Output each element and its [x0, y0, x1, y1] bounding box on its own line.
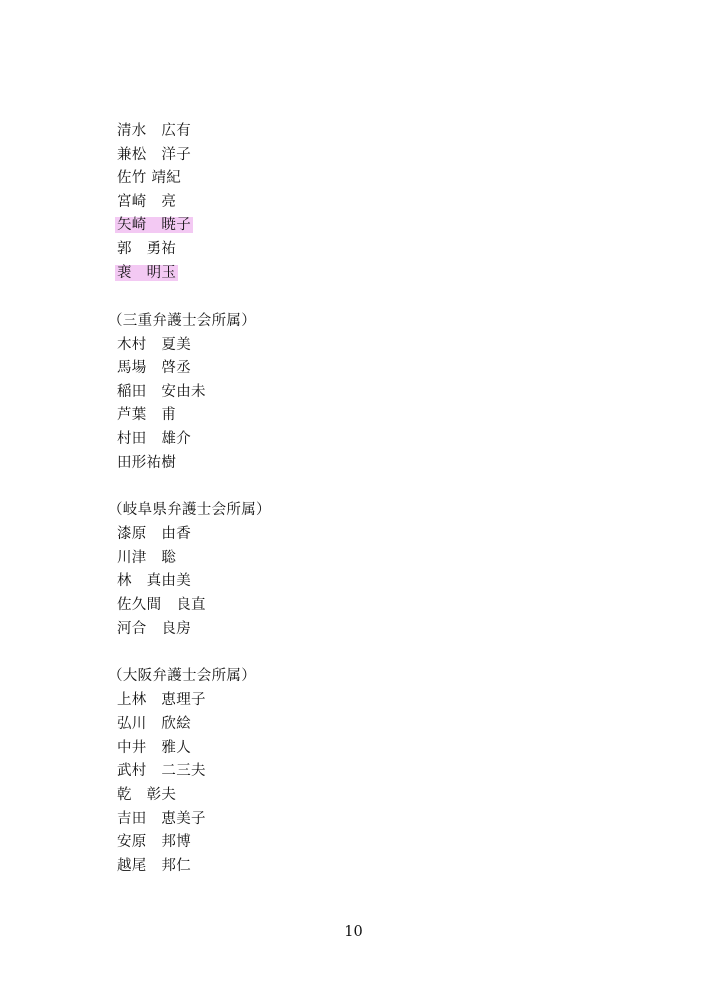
member-name: 芦葉 甫: [117, 407, 177, 423]
member-name: 兼松 洋子: [117, 147, 191, 163]
member-name: 漆原 由香: [117, 526, 191, 542]
group-heading: （大阪弁護士会所属）: [108, 668, 256, 684]
page-number: 10: [344, 924, 363, 940]
member-name: 武村 二三夫: [117, 763, 206, 779]
member-name: 村田 雄介: [117, 431, 191, 447]
member-name: 乾 彰夫: [117, 787, 177, 803]
text-highlight: 矢崎 暁子: [117, 217, 191, 233]
member-name: 林 真由美: [117, 573, 191, 589]
member-name-highlighted: [117, 214, 193, 236]
member-name: 木村 夏美: [117, 337, 191, 353]
group-heading: （三重弁護士会所属）: [108, 313, 256, 329]
member-name: 上林 恵理子: [117, 692, 206, 708]
text-highlight: 裵 明玉: [117, 265, 177, 281]
member-name: 馬場 啓丞: [117, 360, 191, 376]
member-name: 安原 邦博: [117, 834, 191, 850]
member-name: 吉田 恵美子: [117, 811, 206, 827]
member-name: 中井 雅人: [117, 740, 191, 756]
member-name: 稲田 安由未: [117, 384, 206, 400]
member-name: 佐久間 良直: [117, 597, 206, 613]
group-heading: （岐阜県弁護士会所属）: [108, 502, 271, 518]
member-name-highlighted: [117, 262, 178, 284]
member-name: 清水 広有: [117, 123, 191, 139]
member-name: 弘川 欣絵: [117, 716, 191, 732]
member-name: 宮崎 亮: [117, 194, 177, 210]
member-name: 佐竹 靖紀: [117, 170, 182, 186]
member-name: 越尾 邦仁: [117, 858, 191, 874]
member-name: 田形祐樹: [117, 455, 177, 471]
member-name: 河合 良房: [117, 621, 191, 637]
member-name: 郭 勇祐: [117, 241, 177, 257]
member-name: 川津 聡: [117, 550, 177, 566]
